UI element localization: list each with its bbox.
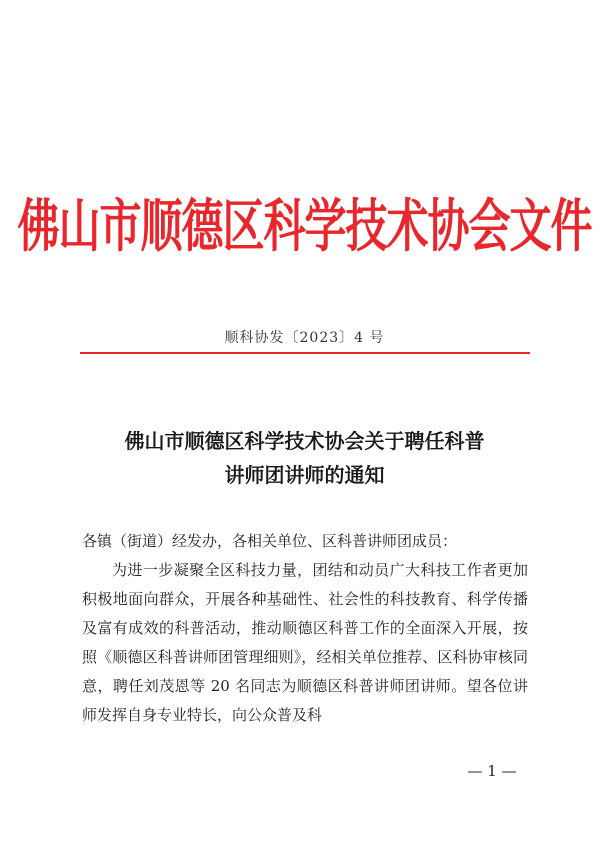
notice-body [82, 527, 528, 730]
page-number: — 1 — [467, 762, 517, 780]
red-divider [80, 352, 530, 354]
masthead-title: 佛山市顺德区科学技术协会文件 [17, 192, 592, 259]
notice-title [60, 424, 549, 492]
document-number: 顺科协发〔2023〕4 号 [224, 330, 385, 346]
notice-title-line-1: 佛山市顺德区科学技术协会关于聘任科普 [124, 429, 485, 453]
notice-title-line-2: 讲师团讲师的通知 [224, 463, 385, 487]
salutation: 各镇（街道）经发办，各相关单位、区科普讲师团成员： [82, 532, 458, 550]
body-paragraph: 为进一步凝聚全区科技力量，团结和动员广大科技工作者更加积极地面向群众，开展各种基础性、社会性的科技教育、科学传播及富有成效的科普活动，推动顺德区科普工作的全面深入开展，按照《顺德区科普讲师团管理细则》，经相关单位推荐、区科协审核同意，聘任刘茂恩等 20 名同志为顺德区科普讲师团讲师。望各位讲师发挥自身专业特长，向公众普及科 [82, 561, 528, 724]
